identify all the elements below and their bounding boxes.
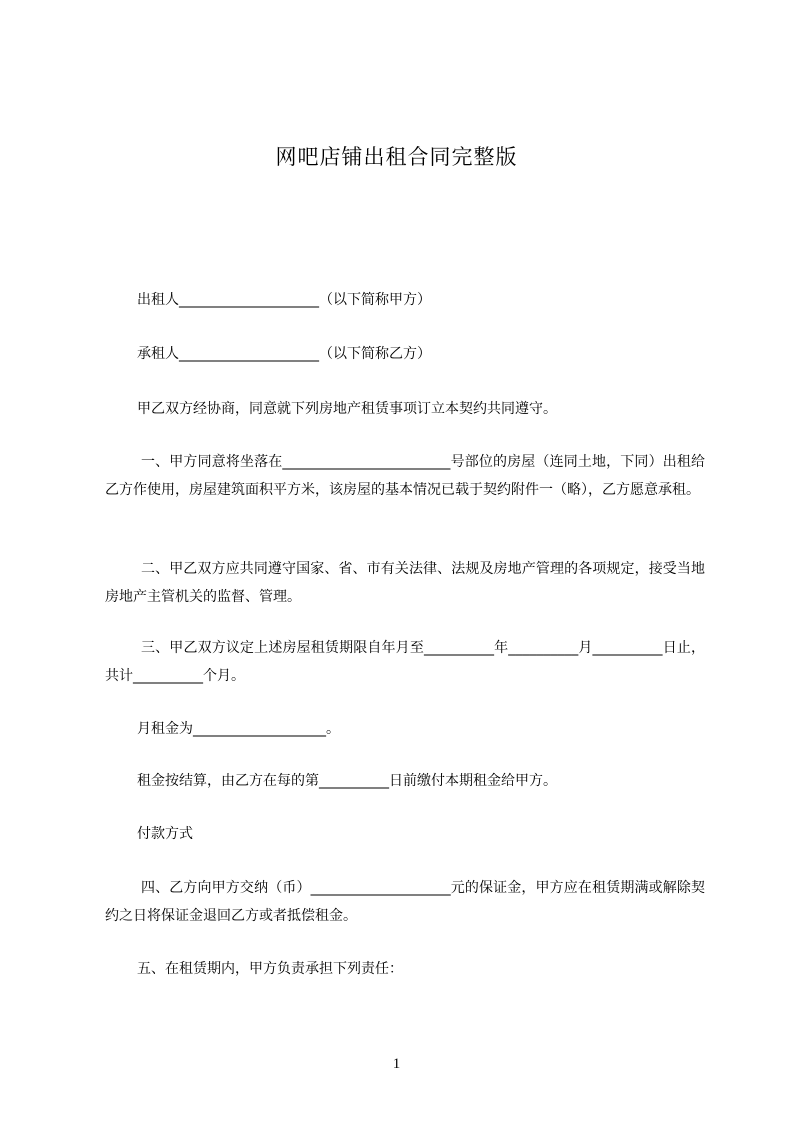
clause-3-paragraph: 三、甲乙双方议定上述房屋租赁期限自年月至__________年__________月__________日止，共计__________个月。: [105, 640, 705, 684]
document-title: 网吧店铺出租合同完整版: [275, 145, 518, 169]
lessor-line: 出租人____________________（以下简称甲方）: [137, 292, 431, 308]
payment-schedule-line: 租金按结算，由乙方在每的第__________日前缴付本期租金给甲方。: [137, 773, 557, 789]
clause-2-paragraph: 二、甲乙双方应共同遵守国家、省、市有关法律、法规及房地产管理的各项规定，接受当地房地产主管机关的监督、管理。: [105, 561, 705, 605]
page-number: 1: [392, 1056, 401, 1072]
rent-line: 月租金为___________________。: [137, 721, 340, 737]
clause-5-paragraph: 五、在租赁期内，甲方负责承担下列责任：: [137, 961, 403, 977]
intro-paragraph: 甲乙双方经协商，同意就下列房地产租赁事项订立本契约共同遵守。: [137, 401, 557, 417]
clause-1-paragraph: 一、甲方同意将坐落在________________________号部位的房屋（连同土地，下同）出租给乙方作使用，房屋建筑面积平方米，该房屋的基本情况已载于契约附件一（略），乙方愿意承租。: [105, 454, 705, 498]
lessee-line: 承租人____________________（以下简称乙方）: [137, 346, 431, 362]
clause-4-paragraph: 四、乙方向甲方交纳（币）____________________元的保证金，甲方应在租赁期满或解除契约之日将保证金退回乙方或者抵偿租金。: [105, 880, 705, 924]
payment-method-line: 付款方式: [137, 826, 193, 842]
